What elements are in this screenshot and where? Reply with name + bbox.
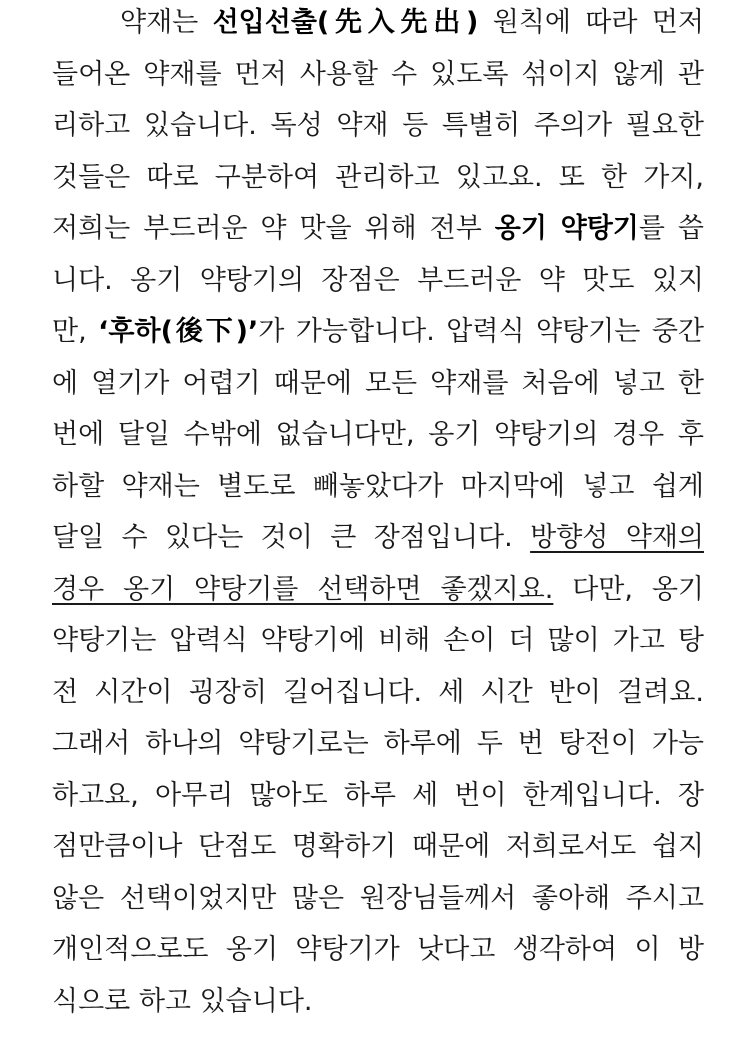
- text-run: 개인적으로도 옹기 약탕기가 낫다고 생각하여 이 방: [52, 934, 704, 965]
- text-run: 달일 수 있다는 것이 큰 장점입니다.: [52, 522, 531, 553]
- text-run: 를 씁: [638, 213, 705, 244]
- text-run: 저희는 부드러운 약 맛을 위해 전부: [52, 213, 495, 244]
- text-line: [52, 312, 704, 352]
- text-line: [52, 776, 704, 816]
- text-run: 다만, 옹기: [553, 573, 704, 605]
- text-run: 그래서 하나의 약탕기로는 하루에 두 번 탕전이 가능: [52, 728, 704, 759]
- text-line: [52, 415, 704, 455]
- bold-text-run: ‘후하(後下)’: [98, 316, 259, 347]
- text-run: 원칙에 따라 먼저: [478, 7, 704, 38]
- text-line: [52, 724, 704, 764]
- text-line: [52, 930, 704, 970]
- text-line: [52, 621, 704, 661]
- underlined-text-run: 방향성 약재의: [530, 522, 704, 553]
- text-line: [52, 518, 704, 558]
- text-line: [120, 3, 704, 43]
- text-line: [52, 209, 704, 249]
- text-run: 하할 약재는 별도로 빼놓았다가 마지막에 넣고 쉽게: [52, 470, 704, 502]
- text-run: 리하고 있습니다. 독성 약재 등 특별히 주의가 필요한: [52, 110, 704, 141]
- text-line: [52, 467, 704, 507]
- text-line: [52, 106, 704, 146]
- text-line: [52, 158, 704, 198]
- text-run: 만,: [52, 316, 99, 347]
- text-line: [52, 982, 704, 1022]
- text-line: [52, 879, 704, 919]
- text-line: [52, 261, 704, 301]
- text-run: 것들은 따로 구분하여 관리하고 있고요. 또 한 가지,: [52, 161, 704, 193]
- text-line: [52, 827, 704, 867]
- text-line: [52, 673, 704, 713]
- underlined-text-run: 경우 옹기 약탕기를 선택하면 좋겠지요.: [52, 573, 554, 605]
- text-run: 에 열기가 어렵기 때문에 모든 약재를 처음에 넣고 한: [52, 367, 704, 399]
- bold-text-run: 선입선출(先入先出): [212, 7, 479, 38]
- text-run: 약탕기는 압력식 약탕기에 비해 손이 더 많이 가고 탕: [52, 625, 704, 656]
- text-run: 번에 달일 수밖에 없습니다만, 옹기 약탕기의 경우 후: [52, 419, 704, 450]
- text-line: [52, 55, 704, 95]
- text-run: 않은 선택이었지만 많은 원장님들께서 좋아해 주시고: [52, 882, 704, 914]
- text-line: [52, 364, 704, 404]
- text-run: 하고요, 아무리 많아도 하루 세 번이 한계입니다. 장: [52, 779, 704, 811]
- text-run: 가 가능합니다. 압력식 약탕기는 중간: [258, 316, 704, 347]
- text-run: 니다. 옹기 약탕기의 장점은 부드러운 약 맛도 있지: [52, 264, 704, 296]
- text-run: 점만큼이나 단점도 명확하기 때문에 저희로서도 쉽지: [52, 831, 704, 862]
- bold-text-run: 옹기 약탕기: [494, 213, 639, 244]
- text-run: 전 시간이 굉장히 길어집니다. 세 시간 반이 걸려요.: [52, 676, 704, 708]
- text-run: 들어온 약재를 먼저 사용할 수 있도록 섞이지 않게 관: [52, 58, 704, 90]
- text-run: 식으로 하고 있습니다.: [52, 985, 313, 1017]
- text-run: 약재는: [120, 7, 213, 38]
- text-line: [52, 570, 704, 610]
